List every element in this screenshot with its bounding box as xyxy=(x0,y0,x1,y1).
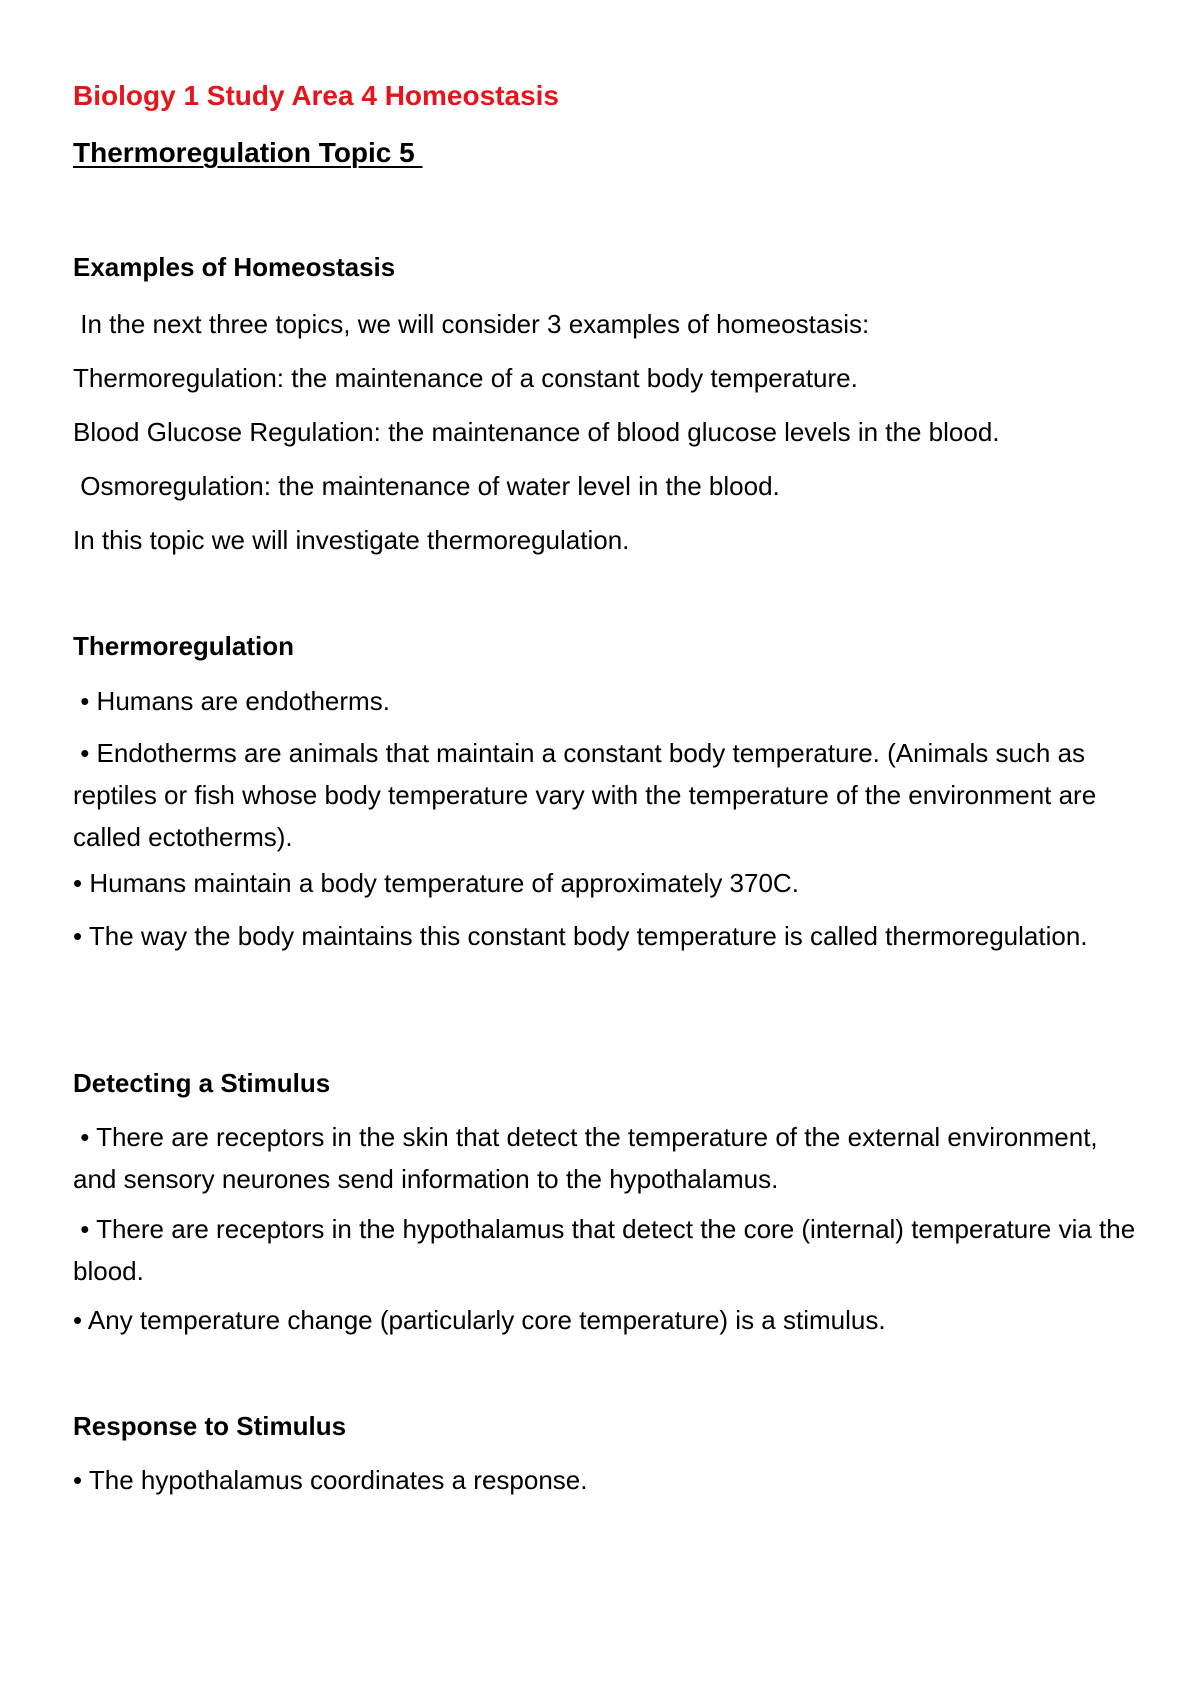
examples-line-4: Osmoregulation: the maintenance of water level in the blood. xyxy=(73,471,780,501)
thermo-bullet-1: • Humans are endotherms. xyxy=(73,686,390,716)
detecting-bullet-1: • There are receptors in the skin that detect the temperature of the external environment, and sensory neurones send information to the hypothalamus. xyxy=(73,1122,1105,1194)
section-heading-response: Response to Stimulus xyxy=(73,1411,347,1441)
section-heading-detecting: Detecting a Stimulus xyxy=(73,1068,331,1098)
examples-line-3: Blood Glucose Regulation: the maintenance of blood glucose levels in the blood. xyxy=(73,417,1000,447)
section-heading-examples: Examples of Homeostasis xyxy=(73,252,396,282)
detecting-bullet-2: • There are receptors in the hypothalamus that detect the core (internal) temperature via the blood. xyxy=(73,1214,1143,1286)
document-subtitle: Thermoregulation Topic 5 xyxy=(73,137,423,168)
section-heading-thermoregulation: Thermoregulation xyxy=(73,631,295,661)
thermo-bullet-2: • Endotherms are animals that maintain a constant body temperature. (Animals such as reptiles or fish whose body temperature vary with the temperature of the environment are called ectotherms). xyxy=(73,738,1104,852)
thermo-bullet-3: • Humans maintain a body temperature of approximately 370C. xyxy=(73,868,799,898)
examples-line-5: In this topic we will investigate thermoregulation. xyxy=(73,525,630,555)
examples-line-2: Thermoregulation: the maintenance of a constant body temperature. xyxy=(73,363,858,393)
response-bullet-1: • The hypothalamus coordinates a response. xyxy=(73,1465,588,1495)
thermo-bullet-4: • The way the body maintains this constant body temperature is called thermoregulation. xyxy=(73,921,1088,951)
document-title: Biology 1 Study Area 4 Homeostasis xyxy=(73,80,559,111)
detecting-bullet-3: • Any temperature change (particularly core temperature) is a stimulus. xyxy=(73,1305,886,1335)
examples-line-1: In the next three topics, we will consider 3 examples of homeostasis: xyxy=(73,309,870,339)
